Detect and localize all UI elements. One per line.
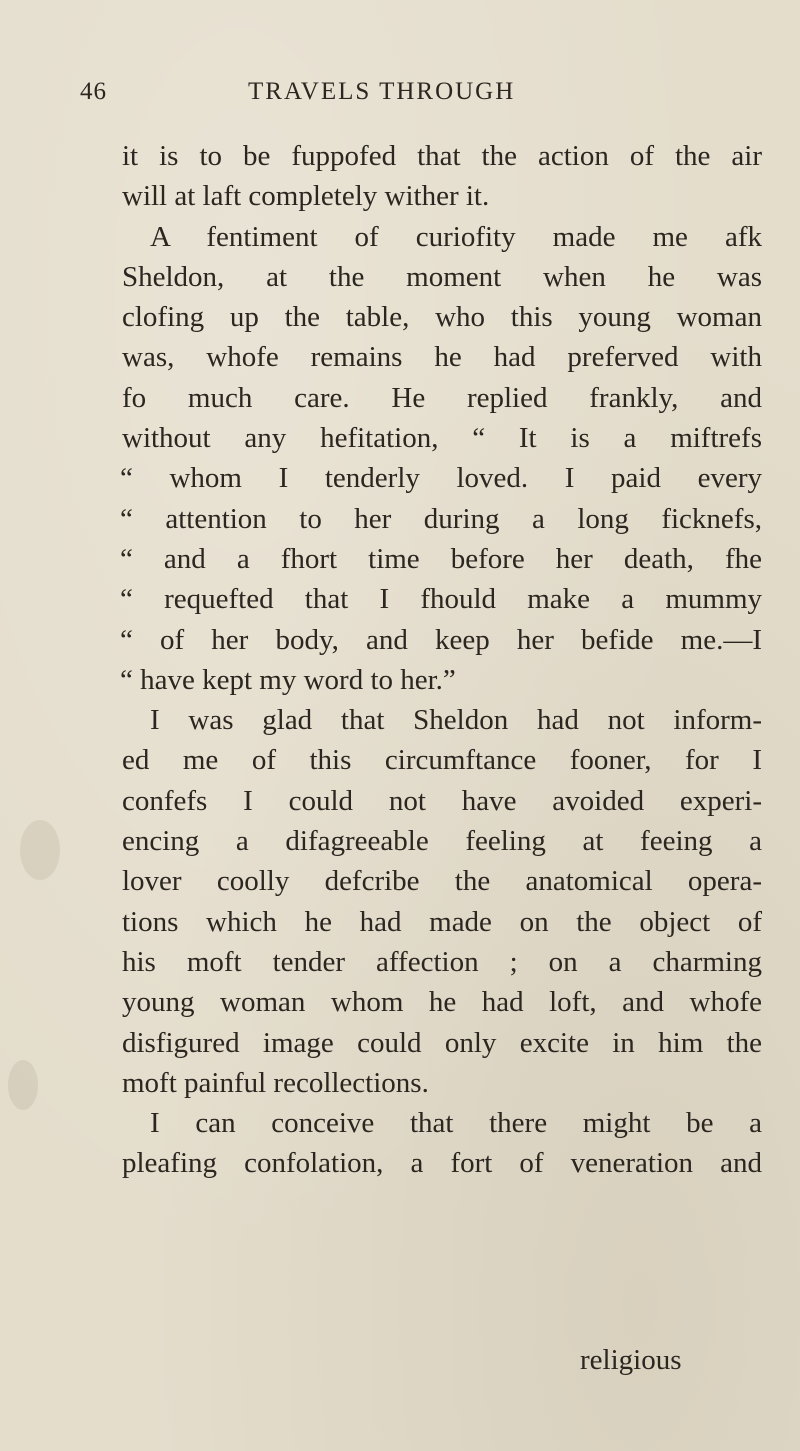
text-line: ed me of this circumftance fooner, for I (122, 744, 762, 777)
text-line: lover coolly defcribe the anatomical opera- (122, 865, 762, 898)
text-line: was, whofe remains he had preferved with (122, 341, 762, 374)
text-line: disfigured image could only excite in him the (122, 1026, 762, 1059)
text-line: moft painful recollections. (122, 1066, 429, 1099)
running-head: TRAVELS THROUGH (248, 78, 516, 105)
text-line: his moft tender affection ; on a charming (122, 945, 762, 978)
text-line: confefs I could not have avoided experi- (122, 784, 762, 817)
text-line: encing a difagreeable feeling at feeing a (122, 825, 762, 858)
text-line: pleafing confolation, a fort of veneration and (122, 1147, 762, 1180)
paper-stain (20, 820, 60, 880)
text-line: A fentiment of curiofity made me afk (150, 220, 762, 253)
text-line: “ requefted that I fhould make a mummy (120, 583, 762, 616)
text-line: “ attention to her during a long ficknefs, (120, 502, 762, 535)
text-line: will at laft completely wither it. (122, 180, 490, 213)
text-line: I was glad that Sheldon had not inform- (150, 704, 762, 737)
text-line: “ have kept my word to her.” (120, 663, 456, 696)
text-line: “ whom I tenderly loved. I paid every (120, 462, 762, 495)
page-header (80, 78, 720, 114)
text-line: young woman whom he had loft, and whofe (122, 986, 762, 1019)
text-line: Sheldon, at the moment when he was (122, 260, 762, 293)
catchword: religious (580, 1344, 682, 1376)
text-line: fo much care. He replied frankly, and (122, 381, 762, 414)
text-line: I can conceive that there might be a (150, 1107, 762, 1140)
text-line: tions which he had made on the object of (122, 905, 762, 938)
text-line: without any hefitation, “ It is a miftrefs (122, 422, 762, 455)
page-number: 46 (80, 78, 107, 105)
text-line: it is to be fuppofed that the action of the air (122, 140, 762, 172)
text-line: “ and a fhort time before her death, fhe (120, 542, 762, 575)
paper-stain (8, 1060, 38, 1110)
body-text (122, 136, 762, 1184)
text-line: clofing up the table, who this young woman (122, 301, 762, 334)
text-line: “ of her body, and keep her befide me.—I (120, 623, 762, 656)
